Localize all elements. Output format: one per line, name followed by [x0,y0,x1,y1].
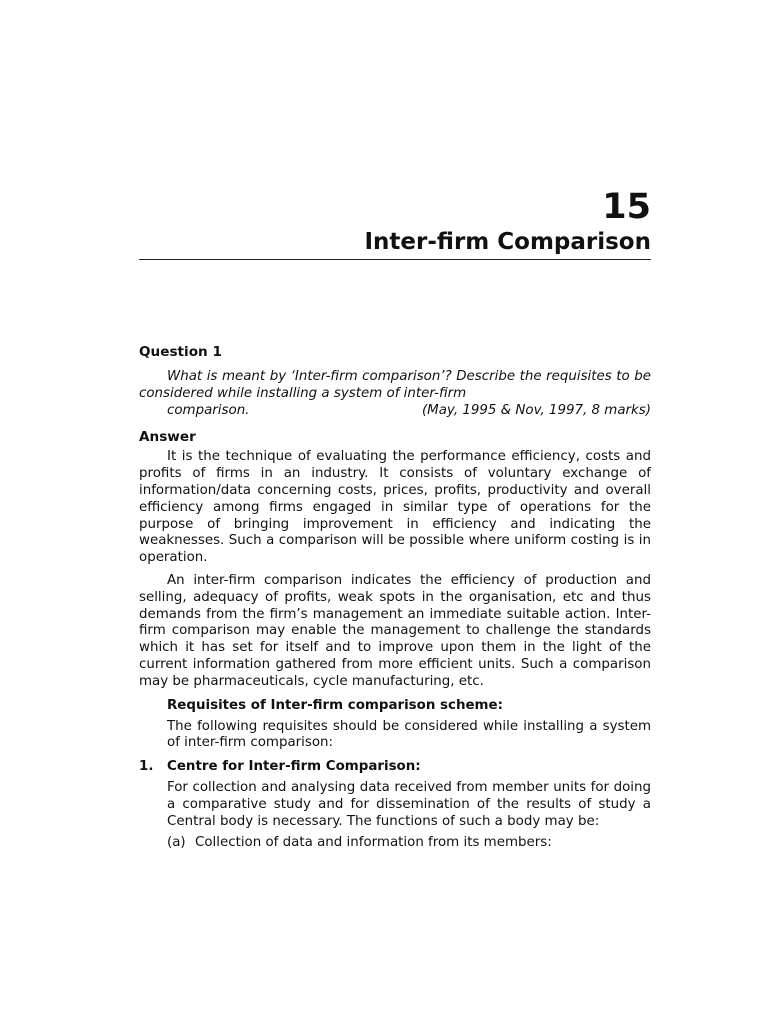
question-last-line [139,403,651,420]
item-number: 1. [139,759,154,775]
numbered-item-heading [139,757,651,777]
question-last-word: comparison. [167,402,250,418]
item-title: Centre for Inter-firm Comparison: [167,759,421,775]
answer-heading: Answer [139,429,196,446]
title-divider [139,259,651,260]
requisites-heading: Requisites of Inter-firm comparison scheme: [167,697,503,713]
question-citation: (May, 1995 & Nov, 1997, 8 marks) [421,402,651,418]
sub-item-label: (a) [167,834,186,850]
answer-paragraph: It is the technique of evaluating the performance efficiency, costs and profits of firms in an industry. It consists of voluntary exchange of information/data concerning costs, prices, profits, productivity and overall efficiency among firms engaged in similar type of operations for the purpose of bringing improvement in efficiency and indicating the weaknesses. Such a comparison will be possible where uniform costing is in operation. [139,449,651,566]
answer-paragraph: An inter-firm comparison indicates the efficiency of production and selling, adequacy of profits, weak spots in the organisation, etc and thus demands from the firm’s management an immediate suitable action. Inter-firm comparison may enable the management to challenge the standards which it has set for itself and to improve upon them in the light of the current information gathered from more efficient units. Such a comparison may be pharmaceuticals, cycle manufacturing, etc. [139,572,651,689]
chapter-body [139,342,651,851]
question-text-block [139,369,651,419]
sub-item-text: Collection of data and information from its members: [195,834,552,850]
requisites-intro: The following requisites should be considered while installing a system of inter-firm comparison: [167,718,651,751]
chapter-title: Inter-firm Comparison [364,229,651,255]
item-text: For collection and analysing data received from member units for doing a comparative study and for dissemination of the results of study a Central body is necessary. The functions of such a body may be: [167,780,651,829]
chapter-number: 15 [602,187,651,227]
question-text: What is meant by ‘Inter-firm comparison’? Describe the requisites to be considered while installing a system of inter-firm [139,369,651,401]
question-heading: Question 1 [139,344,222,360]
sub-list-item [167,835,651,852]
